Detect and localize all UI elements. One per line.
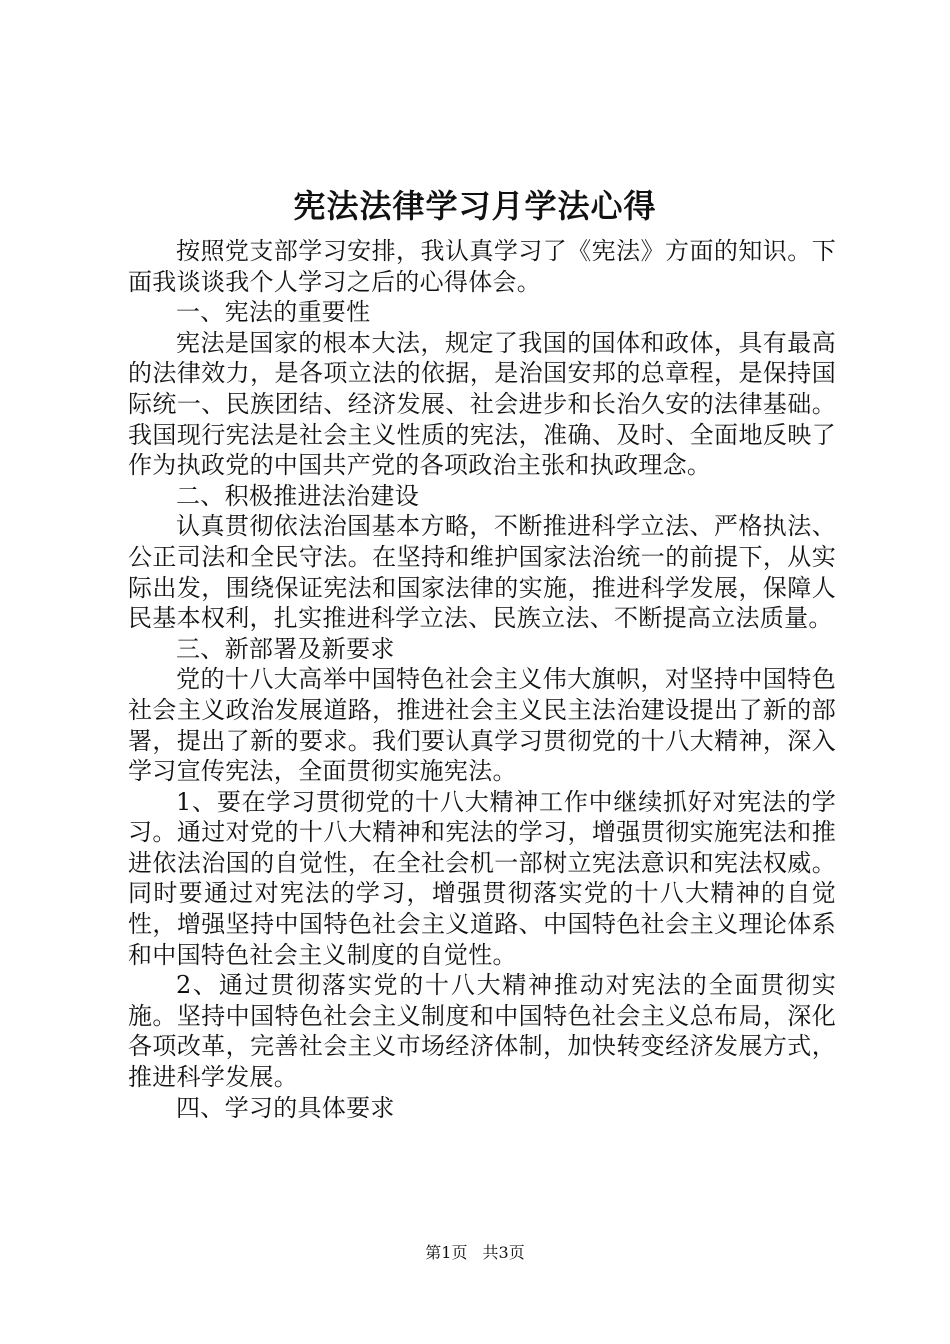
section-3-item-2: 2、通过贯彻落实党的十八大精神推动对宪法的全面贯彻实施。坚持中国特色社会主义制度和中国特色社会主义总布局，深化各项改革，完善社会主义市场经济体制，加快转变经济发展方式，推进科学发展。	[128, 971, 836, 1092]
section-heading-2: 二、积极推进法治建设	[176, 481, 419, 510]
section-heading-4: 四、学习的具体要求	[176, 1093, 395, 1122]
section-heading-3: 三、新部署及新要求	[176, 634, 395, 663]
section-1-paragraph: 宪法是国家的根本大法，规定了我国的国体和政体，具有最高的法律效力，是各项立法的依据，是治国安邦的总章程，是保持国际统一、民族团结、经济发展、社会进步和长治久安的法律基础。我国现行宪法是社会主义性质的宪法，准确、及时、全面地反映了作为执政党的中国共产党的各项政治主张和执政理念。	[128, 328, 836, 480]
page-number: 第1页	[425, 1243, 468, 1262]
section-2-paragraph: 认真贯彻依法治国基本方略，不断推进科学立法、严格执法、公正司法和全民守法。在坚持和维护国家法治统一的前提下，从实际出发，围绕保证宪法和国家法律的实施，推进科学发展，保障人民基本权利，扎实推进科学立法、民族立法、不断提高立法质量。	[128, 512, 836, 633]
document-title: 宪法法律学习月学法心得	[293, 187, 657, 225]
total-pages: 共3页	[482, 1243, 525, 1262]
document-body	[128, 236, 836, 1123]
section-3-paragraph: 党的十八大高举中国特色社会主义伟大旗帜，对坚持中国特色社会主义政治发展道路，推进社会主义民主法治建设提出了新的部署，提出了新的要求。我们要认真学习贯彻党的十八大精神，深入学习宣传宪法，全面贯彻实施宪法。	[128, 665, 836, 786]
section-heading-1: 一、宪法的重要性	[176, 298, 371, 327]
page-footer	[0, 1242, 950, 1264]
intro-paragraph: 按照党支部学习安排，我认真学习了《宪法》方面的知识。下面我谈谈我个人学习之后的心得体会。	[128, 237, 836, 296]
section-3-item-1: 1、要在学习贯彻党的十八大精神工作中继续抓好对宪法的学习。通过对党的十八大精神和宪法的学习，增强贯彻实施宪法和推进依法治国的自觉性，在全社会机一部树立宪法意识和宪法权威。同时要通过对宪法的学习，增强贯彻落实党的十八大精神的自觉性，增强坚持中国特色社会主义道路、中国特色社会主义理论体系和中国特色社会主义制度的自觉性。	[128, 787, 836, 969]
